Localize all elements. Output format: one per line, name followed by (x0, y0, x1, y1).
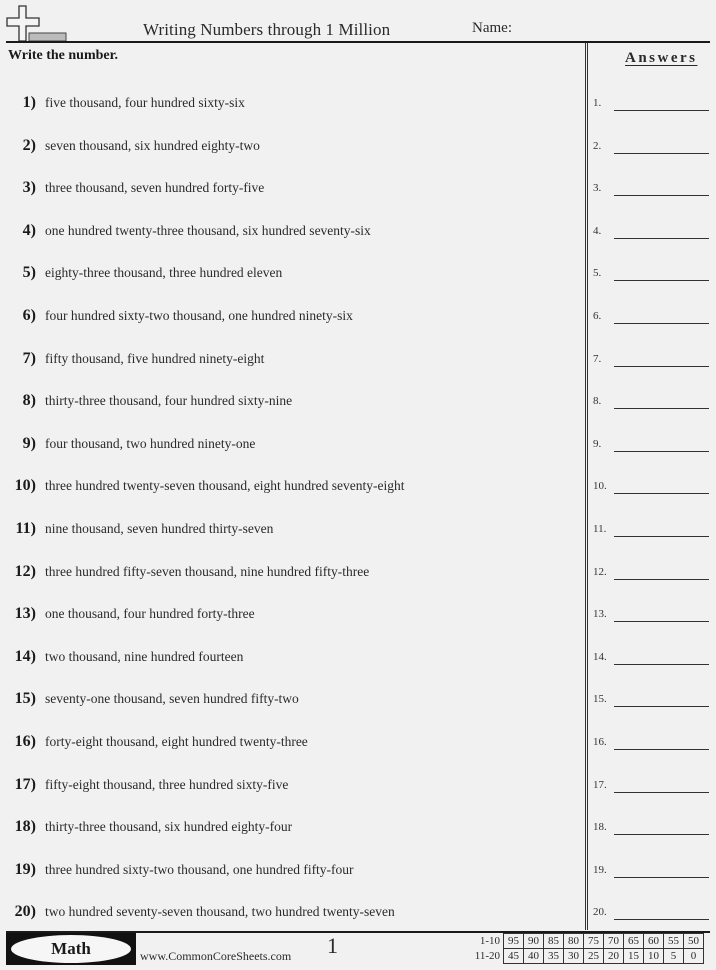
website-link[interactable]: www.CommonCoreSheets.com (140, 949, 292, 963)
problem-text: one hundred twenty-three thousand, six hundred seventy-six (45, 223, 371, 238)
problem-item (0, 137, 580, 161)
problem-number: 18) (14, 818, 36, 835)
score-row-label: 11-20 (474, 950, 500, 962)
problem-text: thirty-three thousand, four hundred sixty-nine (45, 393, 293, 408)
instruction-text: Write the number. (8, 48, 119, 63)
answer-number: 4. (593, 225, 602, 237)
problem-text: seventy-one thousand, seven hundred fifty-two (45, 691, 299, 706)
answer-blank-line[interactable] (614, 834, 709, 835)
answer-field[interactable] (593, 395, 711, 419)
problem-number: 5) (22, 264, 36, 281)
answer-number: 18. (593, 821, 607, 833)
answer-number: 5. (593, 267, 602, 279)
score-cell: 25 (584, 949, 604, 964)
answer-field[interactable] (593, 651, 711, 675)
score-cell: 95 (504, 934, 524, 949)
problem-number: 3) (22, 179, 36, 196)
answer-blank-line[interactable] (614, 280, 709, 281)
answer-number: 20. (593, 906, 607, 918)
problem-number: 2) (22, 137, 36, 154)
answer-number: 6. (593, 310, 602, 322)
score-cell: 80 (564, 934, 584, 949)
problem-number: 9) (22, 435, 36, 452)
answer-blank-line[interactable] (614, 323, 709, 324)
problem-number: 11) (15, 520, 36, 537)
problem-text: two thousand, nine hundred fourteen (45, 649, 244, 664)
answer-blank-line[interactable] (614, 408, 709, 409)
answer-number: 13. (593, 608, 607, 620)
answer-field[interactable] (593, 353, 711, 377)
answer-blank-line[interactable] (614, 493, 709, 494)
answer-number: 9. (593, 438, 602, 450)
score-cell: 35 (544, 949, 564, 964)
problem-text: five thousand, four hundred sixty-six (45, 95, 245, 110)
answer-blank-line[interactable] (614, 621, 709, 622)
answer-field[interactable] (593, 864, 711, 888)
answer-blank-line[interactable] (614, 451, 709, 452)
problem-item (0, 435, 580, 459)
problem-item (0, 350, 580, 374)
problem-number: 6) (22, 307, 36, 324)
answer-blank-line[interactable] (614, 195, 709, 196)
answer-blank-line[interactable] (614, 664, 709, 665)
score-cell: 20 (604, 949, 624, 964)
score-cell: 5 (664, 949, 684, 964)
problem-text: eighty-three thousand, three hundred eleven (45, 265, 283, 280)
name-label: Name: (472, 20, 512, 36)
problem-text: three hundred sixty-two thousand, one hundred fifty-four (45, 862, 354, 877)
problem-item (0, 94, 580, 118)
score-cell: 30 (564, 949, 584, 964)
problem-text: three hundred twenty-seven thousand, eight hundred seventy-eight (45, 478, 405, 493)
problem-item (0, 264, 580, 288)
problem-number: 15) (14, 690, 36, 707)
problem-item (0, 818, 580, 842)
problem-number: 7) (22, 350, 36, 367)
answers-heading: Answers (625, 50, 698, 66)
problem-text: fifty thousand, five hundred ninety-eight (45, 351, 265, 366)
answer-field[interactable] (593, 608, 711, 632)
answer-blank-line[interactable] (614, 919, 709, 920)
answer-number: 8. (593, 395, 602, 407)
score-cell: 85 (544, 934, 564, 949)
problem-text: fifty-eight thousand, three hundred sixty-five (45, 777, 289, 792)
answer-blank-line[interactable] (614, 110, 709, 111)
problem-item (0, 861, 580, 885)
answer-number: 3. (593, 182, 602, 194)
answer-number: 10. (593, 480, 607, 492)
score-cell: 70 (604, 934, 624, 949)
answer-number: 2. (593, 140, 602, 152)
problem-text: thirty-three thousand, six hundred eighty-four (45, 819, 293, 834)
answer-blank-line[interactable] (614, 877, 709, 878)
answer-number: 15. (593, 693, 607, 705)
problem-text: three hundred fifty-seven thousand, nine hundred fifty-three (45, 564, 370, 579)
answer-field[interactable] (593, 821, 711, 845)
score-cell: 15 (624, 949, 644, 964)
answer-field[interactable] (593, 906, 711, 930)
problem-text: forty-eight thousand, eight hundred twenty-three (45, 734, 308, 749)
problem-item (0, 222, 580, 246)
plus-logo-icon (5, 4, 67, 42)
problem-item (0, 307, 580, 331)
problem-text: four hundred sixty-two thousand, one hundred ninety-six (45, 308, 353, 323)
problem-item (0, 520, 580, 544)
problem-number: 4) (22, 222, 36, 239)
answer-number: 7. (593, 353, 602, 365)
answer-field[interactable] (593, 566, 711, 590)
problem-number: 14) (14, 648, 36, 665)
answer-number: 16. (593, 736, 607, 748)
score-cell: 50 (684, 934, 704, 949)
score-cell: 45 (504, 949, 524, 964)
answer-number: 12. (593, 566, 607, 578)
problem-number: 20) (14, 903, 36, 920)
problem-item (0, 776, 580, 800)
score-cell: 90 (524, 934, 544, 949)
answer-blank-line[interactable] (614, 536, 709, 537)
score-table (470, 933, 704, 964)
answer-blank-line[interactable] (614, 706, 709, 707)
problem-item (0, 563, 580, 587)
score-cell: 75 (584, 934, 604, 949)
problem-item (0, 605, 580, 629)
answer-number: 14. (593, 651, 607, 663)
problem-number: 13) (14, 605, 36, 622)
score-cell: 40 (524, 949, 544, 964)
answer-field[interactable] (593, 182, 711, 206)
problem-item (0, 690, 580, 714)
answer-blank-line[interactable] (614, 579, 709, 580)
problem-number: 10) (14, 477, 36, 494)
score-row (470, 934, 704, 949)
score-cell: 55 (664, 934, 684, 949)
page-number: 1 (327, 933, 338, 958)
problem-item (0, 903, 580, 927)
problem-text: two hundred seventy-seven thousand, two hundred twenty-seven (45, 904, 395, 919)
problem-item (0, 733, 580, 757)
header-rule (6, 41, 710, 43)
score-cell: 10 (644, 949, 664, 964)
problem-text: four thousand, two hundred ninety-one (45, 436, 256, 451)
answer-field[interactable] (593, 438, 711, 462)
problem-number: 16) (14, 733, 36, 750)
answer-blank-line[interactable] (614, 749, 709, 750)
problem-item (0, 392, 580, 416)
score-row (470, 949, 704, 964)
problem-text: one thousand, four hundred forty-three (45, 606, 255, 621)
problem-number: 19) (14, 861, 36, 878)
score-cell: 0 (684, 949, 704, 964)
answer-field[interactable] (593, 140, 711, 164)
answer-field[interactable] (593, 267, 711, 291)
answer-field[interactable] (593, 523, 711, 547)
answer-field[interactable] (593, 480, 711, 504)
answer-number: 19. (593, 864, 607, 876)
answer-blank-line[interactable] (614, 153, 709, 154)
problem-number: 1) (22, 94, 36, 111)
problem-item (0, 179, 580, 203)
math-badge (6, 933, 136, 965)
problem-text: three thousand, seven hundred forty-five (45, 180, 265, 195)
score-cell: 60 (644, 934, 664, 949)
answer-blank-line[interactable] (614, 238, 709, 239)
answer-number: 1. (593, 97, 602, 109)
answer-field[interactable] (593, 310, 711, 334)
answer-blank-line[interactable] (614, 366, 709, 367)
answer-number: 17. (593, 779, 607, 791)
answer-field[interactable] (593, 779, 711, 803)
answers-divider (585, 43, 588, 930)
problem-number: 12) (14, 563, 36, 580)
worksheet-title: Writing Numbers through 1 Million (143, 20, 391, 39)
problem-number: 8) (22, 392, 36, 409)
problem-item (0, 648, 580, 672)
score-cell: 65 (624, 934, 644, 949)
problem-item (0, 477, 580, 501)
answer-field[interactable] (593, 225, 711, 249)
math-badge-label: Math (11, 935, 131, 963)
problem-text: nine thousand, seven hundred thirty-seven (45, 521, 274, 536)
answer-field[interactable] (593, 693, 711, 717)
score-row-label: 1-10 (479, 935, 500, 947)
answer-number: 11. (593, 523, 607, 535)
answer-field[interactable] (593, 736, 711, 760)
answer-blank-line[interactable] (614, 792, 709, 793)
problem-text: seven thousand, six hundred eighty-two (45, 138, 260, 153)
answer-field[interactable] (593, 97, 711, 121)
problem-number: 17) (14, 776, 36, 793)
